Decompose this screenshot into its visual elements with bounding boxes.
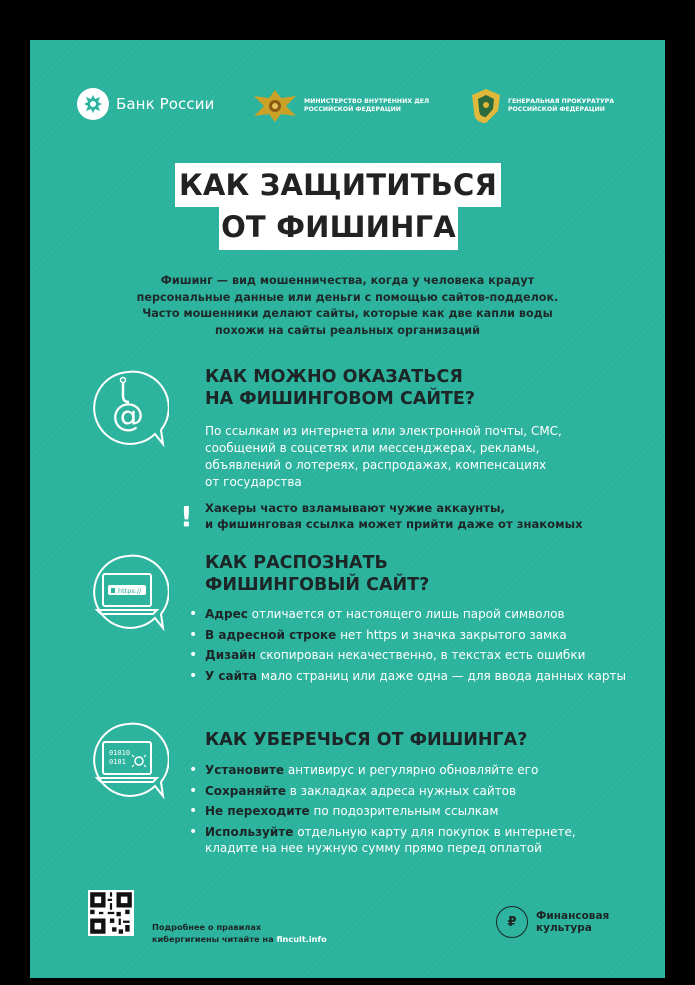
warning-line: и фишинговая ссылка может прийти даже от знакомых [205,517,583,531]
laptop-virus-icon [87,720,169,802]
section1-body-line: сообщений в соцсетях или мессенджерах, рекламы, [205,441,540,455]
section2-title-line: КАК РАСПОЗНАТЬ [205,553,388,573]
prosecutor-name: ГЕНЕРАЛЬНАЯ ПРОКУРАТУРА РОССИЙСКОЙ ФЕДЕРАЦИИ [508,98,615,113]
intro-line: Часто мошенники делают сайты, которые как две капли воды [142,307,553,320]
warning-line: Хакеры часто взламывают чужие аккаунты, [205,501,505,515]
section2-title-line: ФИШИНГОВЫЙ САЙТ? [205,575,430,595]
list-item: • Используйте отдельную карту для покупок в интернете, кладите на нее нужную сумму прямо перед оплатой [189,823,576,855]
section1-title [205,366,475,410]
fincult-link[interactable]: fincult.info [276,934,327,944]
binary-code-line: 01010 [109,749,131,757]
warning-icon: ! [180,500,193,533]
section1-body-line: По ссылкам из интернета или электронной почты, СМС, [205,424,562,438]
intro-text [115,273,580,339]
section1-title-line: НА ФИШИНГОВОМ САЙТЕ? [205,389,476,409]
section1-title-line: КАК МОЖНО ОКАЗАТЬСЯ [205,367,463,387]
laptop-https-icon [87,552,169,634]
prosecutor-emblem-icon [470,87,502,125]
svg-text:@: @ [112,396,144,434]
binary-code-line: 0101 [109,758,126,766]
list-item: • Дизайн скопирован некачественно, в текстах есть ошибки [189,647,586,663]
page-title-line2: ОТ ФИШИНГА [219,202,458,250]
mvd-name: МИНИСТЕРСТВО ВНУТРЕННИХ ДЕЛ РОССИЙСКОЙ ФЕДЕРАЦИИ [304,98,430,113]
footer-text [152,921,327,945]
eagle-emblem-icon [77,88,109,120]
poster [30,40,665,978]
list-item: • У сайта мало страниц или даже одна — для ввода данных карты [189,667,626,684]
mvd-logo [252,88,434,124]
footer-line: Подробнее о правилах [152,922,262,932]
intro-line: персональные данные или деньги с помощью сайтов-подделок. [136,290,559,304]
list-item: • Установите антивирус и регулярно обновляйте его [189,762,539,778]
list-item: • Адрес отличается от настоящего лишь парой символов [189,606,565,622]
bank-name: Банк России [116,95,215,113]
section2-list [187,606,632,688]
section1-body-line: от государства [205,475,302,489]
intro-line: Фишинг — вид мошенничества, когда у человека крадут [160,274,535,287]
footer-line: кибергигиены читайте на fincult.info [152,934,327,944]
warning-text [205,500,625,532]
list-item: • В адресной строке нет https и значка закрытого замка [189,626,567,643]
list-item: • Не переходите по подозрительным ссылкам [189,803,499,819]
section1-body [205,423,625,491]
bank-of-russia-logo [77,88,214,120]
financial-culture-name: Финансовая культура [536,910,610,934]
section3-title: КАК УБЕРЕЧЬСЯ ОТ ФИШИНГА? [205,730,528,750]
section3-list [187,762,632,861]
ruble-icon: ₽ [496,906,528,938]
section1-body-line: объявлений о лотереях, распродажах, компенсациях [205,458,547,472]
financial-culture-logo [496,906,609,938]
qr-code[interactable] [88,890,134,936]
phishing-hook-icon [87,368,169,450]
list-item: • Сохраняйте в закладках адреса нужных сайтов [189,782,517,799]
mvd-emblem-icon [252,88,298,124]
https-label: https:// [118,587,142,595]
page-title-line1: КАК ЗАЩИТИТЬСЯ [175,163,501,207]
intro-line: похожи на сайты реальных организаций [215,323,480,337]
section2-title [205,552,429,596]
prosecutor-logo [470,87,638,125]
